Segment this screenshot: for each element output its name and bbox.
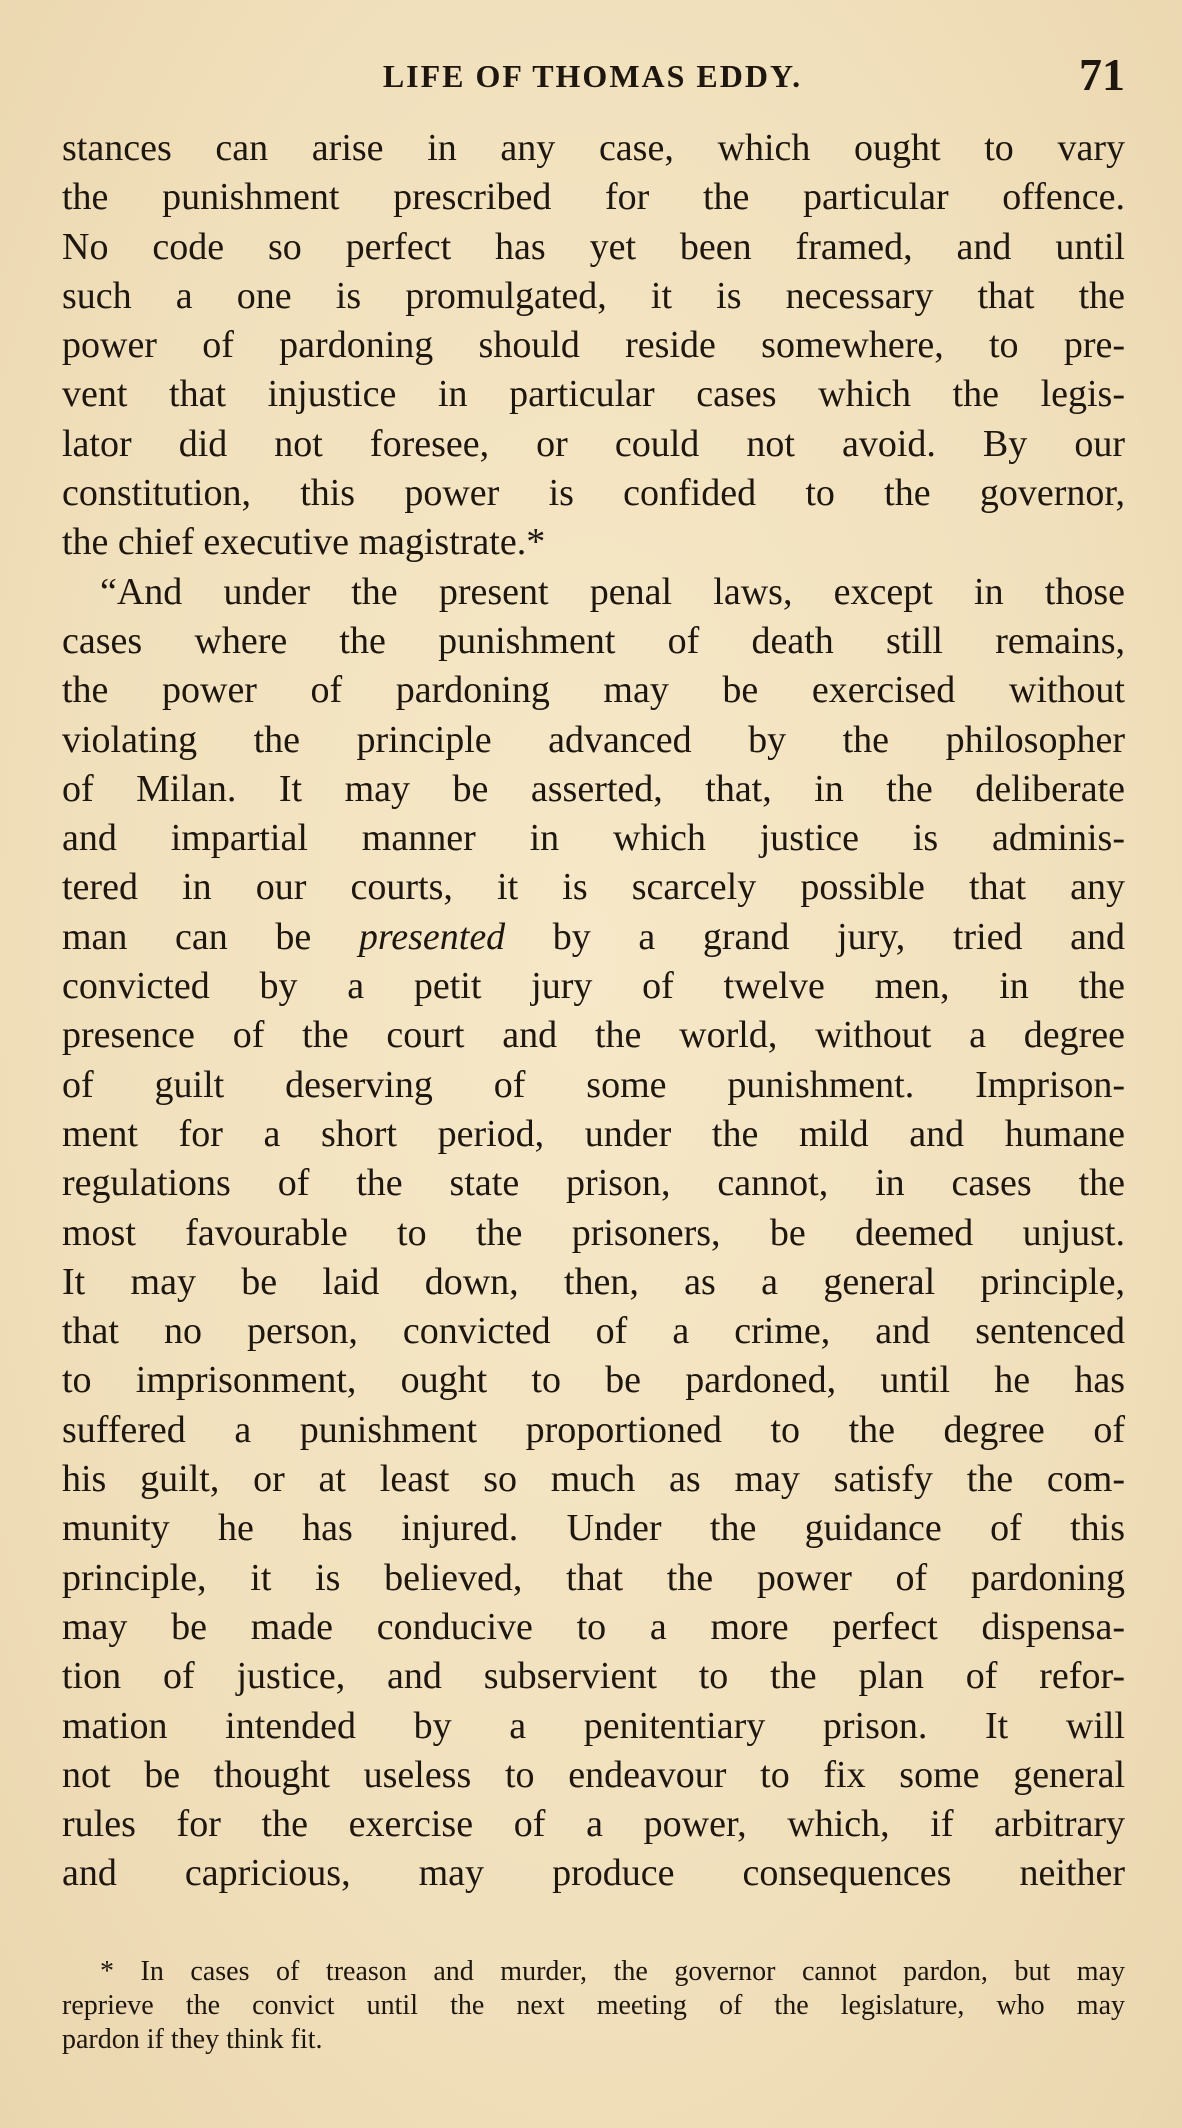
text-line: regulations of the state prison, cannot, in cases the: [62, 1162, 1125, 1205]
text-line: No code so perfect has yet been framed, and until: [62, 225, 1125, 268]
text-line: cases where the punishment of death still remains,: [62, 619, 1125, 662]
text-line: presence of the court and the world, without a degree: [62, 1014, 1125, 1057]
footnote-line: reprieve the convict until the next meeting of the legislature, who may: [62, 1990, 1125, 2021]
footnote-line: * In cases of treason and murder, the governor cannot pardon, but may: [100, 1956, 1125, 1987]
text-line: and capricious, may produce consequences neither: [62, 1852, 1125, 1895]
text-line: [62, 913, 1125, 962]
text-line: violating the principle advanced by the philosopher: [62, 718, 1125, 761]
text-line: rules for the exercise of a power, which, if arbitrary: [62, 1803, 1125, 1846]
text-line: may be made conducive to a more perfect dispensa-: [62, 1605, 1125, 1648]
footnote: [62, 1955, 1125, 2057]
footnote-line: pardon if they think fit.: [62, 2024, 323, 2055]
running-head: [60, 48, 1125, 98]
italic-word: presented: [358, 915, 506, 958]
text-line: vent that injustice in particular cases which the legis-: [62, 373, 1125, 416]
text-line: principle, it is believed, that the power of pardoning: [62, 1556, 1125, 1599]
text-line: of guilt deserving of some punishment. Imprison-: [62, 1063, 1125, 1106]
text-line: the chief executive magistrate.*: [62, 521, 546, 564]
running-title: LIFE OF THOMAS EDDY.: [382, 58, 803, 94]
text-line: to imprisonment, ought to be pardoned, until he has: [62, 1359, 1125, 1402]
text-line: stances can arise in any case, which ought to vary: [62, 127, 1125, 169]
text-line: the punishment prescribed for the particular offence.: [62, 176, 1125, 219]
text-line: power of pardoning should reside somewhere, to pre-: [62, 324, 1125, 367]
text-line: his guilt, or at least so much as may satisfy the com-: [62, 1458, 1125, 1501]
text-line: tion of justice, and subservient to the plan of refor-: [62, 1655, 1125, 1698]
text-line: the power of pardoning may be exercised without: [62, 669, 1125, 712]
text-line: mation intended by a penitentiary prison. It will: [62, 1704, 1125, 1747]
text-line: not be thought useless to endeavour to fix some general: [62, 1753, 1125, 1796]
text-line: of Milan. It may be asserted, that, in the deliberate: [62, 767, 1125, 810]
text-line: and impartial manner in which justice is adminis-: [62, 817, 1125, 860]
text-line: “And under the present penal laws, except in those: [100, 570, 1125, 613]
text-line: lator did not foresee, or could not avoid. By our: [62, 422, 1125, 465]
body-text: [62, 124, 1125, 1899]
text-line: suffered a punishment proportioned to the degree of: [62, 1408, 1125, 1451]
text-line: convicted by a petit jury of twelve men, in the: [62, 965, 1125, 1008]
text-line: constitution, this power is confided to the governor,: [62, 472, 1125, 515]
text-segment: man can be: [62, 915, 359, 958]
text-line: It may be laid down, then, as a general principle,: [62, 1260, 1125, 1303]
text-line: most favourable to the prisoners, be deemed unjust.: [62, 1211, 1125, 1254]
text-line: tered in our courts, it is scarcely possible that any: [62, 866, 1125, 909]
text-segment: by a grand jury, tried and: [505, 915, 1125, 958]
text-line: such a one is promulgated, it is necessary that the: [62, 274, 1125, 317]
text-line: munity he has injured. Under the guidance of this: [62, 1507, 1125, 1550]
page-number: 71: [1079, 49, 1125, 100]
text-line: ment for a short period, under the mild and humane: [62, 1112, 1125, 1155]
text-line: that no person, convicted of a crime, and sentenced: [62, 1310, 1125, 1353]
